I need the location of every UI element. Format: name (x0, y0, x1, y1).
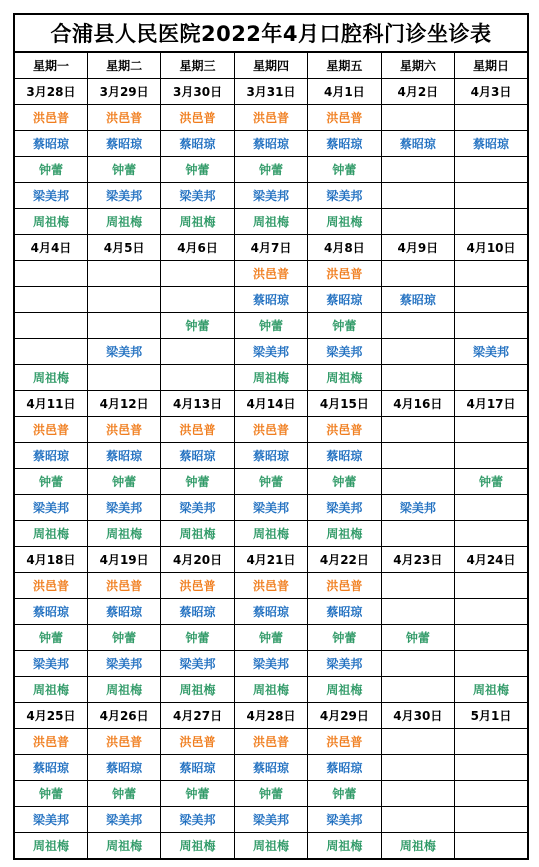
empty-cell (161, 339, 234, 365)
weekday-header-cell: 星期五 (308, 52, 381, 79)
doctor-row (14, 495, 528, 521)
empty-cell (455, 651, 528, 677)
doctor-cell: 钟蕾 (87, 625, 160, 651)
empty-cell (455, 781, 528, 807)
doctor-cell: 洪邑普 (14, 417, 87, 443)
empty-cell (381, 209, 454, 235)
doctor-cell: 周祖梅 (14, 521, 87, 547)
weekday-header-cell: 星期日 (455, 52, 528, 79)
doctor-cell: 蔡昭琼 (14, 443, 87, 469)
doctor-cell: 周祖梅 (14, 833, 87, 860)
doctor-cell: 洪邑普 (234, 573, 307, 599)
doctor-cell: 蔡昭琼 (308, 755, 381, 781)
doctor-cell: 梁美邦 (308, 183, 381, 209)
doctor-cell: 周祖梅 (14, 365, 87, 391)
date-cell: 4月27日 (161, 703, 234, 729)
empty-cell (381, 755, 454, 781)
date-row (14, 547, 528, 573)
doctor-cell: 钟蕾 (14, 157, 87, 183)
doctor-cell: 蔡昭琼 (308, 443, 381, 469)
doctor-row (14, 131, 528, 157)
date-row (14, 235, 528, 261)
empty-cell (381, 443, 454, 469)
doctor-cell: 钟蕾 (234, 469, 307, 495)
date-cell: 4月3日 (455, 79, 528, 105)
empty-cell (455, 599, 528, 625)
doctor-cell: 梁美邦 (87, 339, 160, 365)
doctor-cell: 钟蕾 (234, 781, 307, 807)
date-cell: 3月31日 (234, 79, 307, 105)
empty-cell (381, 573, 454, 599)
empty-cell (87, 365, 160, 391)
doctor-cell: 钟蕾 (308, 625, 381, 651)
empty-cell (381, 261, 454, 287)
empty-cell (455, 729, 528, 755)
doctor-cell: 周祖梅 (14, 677, 87, 703)
date-cell: 4月6日 (161, 235, 234, 261)
doctor-cell: 洪邑普 (161, 417, 234, 443)
doctor-cell: 周祖梅 (308, 209, 381, 235)
doctor-cell: 钟蕾 (234, 625, 307, 651)
date-cell: 4月28日 (234, 703, 307, 729)
doctor-cell: 梁美邦 (308, 807, 381, 833)
doctor-cell: 蔡昭琼 (87, 443, 160, 469)
date-cell: 4月24日 (455, 547, 528, 573)
doctor-cell: 梁美邦 (14, 807, 87, 833)
date-cell: 4月20日 (161, 547, 234, 573)
doctor-cell: 蔡昭琼 (455, 131, 528, 157)
empty-cell (455, 833, 528, 860)
doctor-cell: 蔡昭琼 (161, 131, 234, 157)
doctor-cell: 周祖梅 (308, 521, 381, 547)
doctor-row (14, 573, 528, 599)
doctor-cell: 钟蕾 (87, 781, 160, 807)
doctor-cell: 洪邑普 (87, 417, 160, 443)
empty-cell (455, 209, 528, 235)
doctor-cell: 蔡昭琼 (87, 755, 160, 781)
date-cell: 4月11日 (14, 391, 87, 417)
doctor-cell: 梁美邦 (455, 339, 528, 365)
doctor-cell: 周祖梅 (87, 521, 160, 547)
empty-cell (455, 443, 528, 469)
doctor-row (14, 651, 528, 677)
doctor-cell: 梁美邦 (234, 651, 307, 677)
empty-cell (381, 183, 454, 209)
empty-cell (87, 287, 160, 313)
doctor-cell: 钟蕾 (161, 313, 234, 339)
doctor-cell: 梁美邦 (161, 651, 234, 677)
doctor-row (14, 625, 528, 651)
doctor-cell: 洪邑普 (14, 105, 87, 131)
doctor-cell: 梁美邦 (87, 807, 160, 833)
doctor-cell: 钟蕾 (234, 313, 307, 339)
empty-cell (87, 261, 160, 287)
doctor-cell: 蔡昭琼 (87, 131, 160, 157)
doctor-cell: 洪邑普 (308, 261, 381, 287)
doctor-row (14, 157, 528, 183)
date-cell: 4月19日 (87, 547, 160, 573)
date-cell: 4月23日 (381, 547, 454, 573)
doctor-cell: 周祖梅 (455, 677, 528, 703)
doctor-cell: 洪邑普 (161, 105, 234, 131)
empty-cell (455, 573, 528, 599)
doctor-row (14, 833, 528, 860)
schedule-table (13, 51, 529, 860)
date-cell: 4月9日 (381, 235, 454, 261)
date-cell: 4月1日 (308, 79, 381, 105)
doctor-row (14, 339, 528, 365)
doctor-cell: 钟蕾 (381, 625, 454, 651)
doctor-cell: 蔡昭琼 (308, 287, 381, 313)
doctor-cell: 洪邑普 (308, 573, 381, 599)
doctor-cell: 洪邑普 (161, 573, 234, 599)
doctor-cell: 蔡昭琼 (234, 443, 307, 469)
doctor-cell: 钟蕾 (455, 469, 528, 495)
doctor-row (14, 677, 528, 703)
empty-cell (455, 417, 528, 443)
empty-cell (14, 287, 87, 313)
date-cell: 4月10日 (455, 235, 528, 261)
empty-cell (381, 157, 454, 183)
empty-cell (381, 651, 454, 677)
date-row (14, 703, 528, 729)
date-cell: 4月2日 (381, 79, 454, 105)
doctor-cell: 洪邑普 (308, 105, 381, 131)
empty-cell (161, 287, 234, 313)
doctor-cell: 钟蕾 (161, 781, 234, 807)
empty-cell (455, 287, 528, 313)
doctor-row (14, 469, 528, 495)
date-cell: 4月14日 (234, 391, 307, 417)
weekday-header-cell: 星期六 (381, 52, 454, 79)
doctor-cell: 梁美邦 (14, 495, 87, 521)
doctor-cell: 梁美邦 (161, 495, 234, 521)
doctor-cell: 梁美邦 (308, 339, 381, 365)
date-cell: 4月30日 (381, 703, 454, 729)
doctor-row (14, 781, 528, 807)
doctor-cell: 蔡昭琼 (234, 599, 307, 625)
date-cell: 4月4日 (14, 235, 87, 261)
date-cell: 4月13日 (161, 391, 234, 417)
doctor-cell: 周祖梅 (87, 209, 160, 235)
empty-cell (455, 105, 528, 131)
date-cell: 4月25日 (14, 703, 87, 729)
doctor-cell: 周祖梅 (87, 833, 160, 860)
doctor-cell: 钟蕾 (308, 469, 381, 495)
doctor-cell: 周祖梅 (14, 209, 87, 235)
doctor-cell: 周祖梅 (308, 833, 381, 860)
date-cell: 3月30日 (161, 79, 234, 105)
doctor-cell: 蔡昭琼 (234, 287, 307, 313)
doctor-cell: 钟蕾 (14, 625, 87, 651)
doctor-cell: 梁美邦 (161, 183, 234, 209)
empty-cell (14, 313, 87, 339)
empty-cell (455, 157, 528, 183)
empty-cell (455, 495, 528, 521)
doctor-row (14, 313, 528, 339)
empty-cell (381, 807, 454, 833)
date-cell: 4月12日 (87, 391, 160, 417)
doctor-cell: 洪邑普 (14, 573, 87, 599)
doctor-cell: 梁美邦 (14, 183, 87, 209)
empty-cell (381, 677, 454, 703)
doctor-row (14, 443, 528, 469)
doctor-cell: 钟蕾 (308, 313, 381, 339)
doctor-cell: 周祖梅 (234, 521, 307, 547)
doctor-row (14, 209, 528, 235)
doctor-cell: 梁美邦 (87, 495, 160, 521)
doctor-cell: 蔡昭琼 (87, 599, 160, 625)
doctor-row (14, 105, 528, 131)
doctor-cell: 钟蕾 (234, 157, 307, 183)
doctor-cell: 周祖梅 (87, 677, 160, 703)
doctor-cell: 周祖梅 (234, 833, 307, 860)
doctor-cell: 钟蕾 (87, 157, 160, 183)
doctor-cell: 梁美邦 (234, 183, 307, 209)
date-cell: 3月28日 (14, 79, 87, 105)
doctor-row (14, 183, 528, 209)
date-row (14, 79, 528, 105)
schedule-table-body (14, 52, 528, 859)
doctor-cell: 周祖梅 (161, 209, 234, 235)
doctor-cell: 周祖梅 (234, 677, 307, 703)
doctor-cell: 蔡昭琼 (234, 755, 307, 781)
empty-cell (455, 755, 528, 781)
doctor-row (14, 807, 528, 833)
doctor-cell: 洪邑普 (87, 729, 160, 755)
doctor-cell: 洪邑普 (14, 729, 87, 755)
empty-cell (381, 781, 454, 807)
doctor-cell: 周祖梅 (234, 209, 307, 235)
doctor-cell: 蔡昭琼 (161, 443, 234, 469)
doctor-cell: 梁美邦 (87, 183, 160, 209)
date-cell: 4月8日 (308, 235, 381, 261)
weekday-header-cell: 星期三 (161, 52, 234, 79)
date-cell: 4月29日 (308, 703, 381, 729)
doctor-cell: 周祖梅 (161, 677, 234, 703)
doctor-cell: 梁美邦 (14, 651, 87, 677)
empty-cell (381, 729, 454, 755)
doctor-cell: 钟蕾 (87, 469, 160, 495)
doctor-cell: 梁美邦 (308, 495, 381, 521)
empty-cell (161, 261, 234, 287)
date-cell: 5月1日 (455, 703, 528, 729)
date-cell: 4月15日 (308, 391, 381, 417)
doctor-cell: 钟蕾 (161, 625, 234, 651)
weekday-header-cell: 星期四 (234, 52, 307, 79)
date-cell: 4月26日 (87, 703, 160, 729)
doctor-cell: 梁美邦 (161, 807, 234, 833)
doctor-cell: 周祖梅 (381, 833, 454, 860)
empty-cell (455, 261, 528, 287)
doctor-cell: 蔡昭琼 (14, 131, 87, 157)
page-title: 合浦县人民医院2022年4月口腔科门诊坐诊表 (13, 13, 529, 51)
doctor-cell: 周祖梅 (161, 521, 234, 547)
doctor-cell: 钟蕾 (308, 157, 381, 183)
doctor-row (14, 287, 528, 313)
date-cell: 4月5日 (87, 235, 160, 261)
date-cell: 4月16日 (381, 391, 454, 417)
doctor-cell: 梁美邦 (234, 495, 307, 521)
doctor-row (14, 755, 528, 781)
empty-cell (87, 313, 160, 339)
doctor-cell: 蔡昭琼 (381, 131, 454, 157)
empty-cell (14, 261, 87, 287)
empty-cell (381, 469, 454, 495)
doctor-cell: 梁美邦 (87, 651, 160, 677)
doctor-cell: 洪邑普 (87, 573, 160, 599)
empty-cell (455, 183, 528, 209)
doctor-cell: 蔡昭琼 (14, 755, 87, 781)
doctor-cell: 蔡昭琼 (161, 599, 234, 625)
empty-cell (14, 339, 87, 365)
doctor-cell: 钟蕾 (161, 469, 234, 495)
doctor-cell: 洪邑普 (161, 729, 234, 755)
weekday-header-cell: 星期一 (14, 52, 87, 79)
date-cell: 4月18日 (14, 547, 87, 573)
date-cell: 4月7日 (234, 235, 307, 261)
empty-cell (381, 365, 454, 391)
empty-cell (381, 313, 454, 339)
empty-cell (455, 365, 528, 391)
doctor-cell: 梁美邦 (381, 495, 454, 521)
weekday-header-row (14, 52, 528, 79)
empty-cell (381, 339, 454, 365)
doctor-row (14, 729, 528, 755)
date-cell: 4月17日 (455, 391, 528, 417)
doctor-cell: 蔡昭琼 (161, 755, 234, 781)
doctor-cell: 蔡昭琼 (234, 131, 307, 157)
doctor-cell: 钟蕾 (14, 469, 87, 495)
doctor-cell: 蔡昭琼 (308, 131, 381, 157)
doctor-cell: 蔡昭琼 (14, 599, 87, 625)
weekday-header-cell: 星期二 (87, 52, 160, 79)
doctor-cell: 钟蕾 (308, 781, 381, 807)
doctor-cell: 梁美邦 (234, 807, 307, 833)
doctor-cell: 梁美邦 (308, 651, 381, 677)
doctor-row (14, 365, 528, 391)
date-cell: 4月21日 (234, 547, 307, 573)
doctor-cell: 洪邑普 (234, 105, 307, 131)
empty-cell (381, 599, 454, 625)
empty-cell (381, 521, 454, 547)
doctor-cell: 钟蕾 (14, 781, 87, 807)
doctor-cell: 洪邑普 (308, 729, 381, 755)
doctor-cell: 洪邑普 (87, 105, 160, 131)
empty-cell (161, 365, 234, 391)
doctor-cell: 钟蕾 (161, 157, 234, 183)
doctor-cell: 洪邑普 (234, 417, 307, 443)
empty-cell (455, 807, 528, 833)
date-cell: 3月29日 (87, 79, 160, 105)
doctor-cell: 蔡昭琼 (381, 287, 454, 313)
doctor-cell: 梁美邦 (234, 339, 307, 365)
doctor-cell: 周祖梅 (161, 833, 234, 860)
doctor-row (14, 599, 528, 625)
empty-cell (381, 105, 454, 131)
doctor-cell: 周祖梅 (308, 677, 381, 703)
doctor-row (14, 417, 528, 443)
doctor-cell: 洪邑普 (234, 729, 307, 755)
doctor-cell: 洪邑普 (234, 261, 307, 287)
date-row (14, 391, 528, 417)
doctor-cell: 周祖梅 (234, 365, 307, 391)
doctor-cell: 洪邑普 (308, 417, 381, 443)
empty-cell (455, 313, 528, 339)
doctor-row (14, 521, 528, 547)
doctor-row (14, 261, 528, 287)
date-cell: 4月22日 (308, 547, 381, 573)
empty-cell (381, 417, 454, 443)
schedule-sheet (13, 13, 529, 860)
empty-cell (455, 625, 528, 651)
empty-cell (455, 521, 528, 547)
doctor-cell: 周祖梅 (308, 365, 381, 391)
doctor-cell: 蔡昭琼 (308, 599, 381, 625)
